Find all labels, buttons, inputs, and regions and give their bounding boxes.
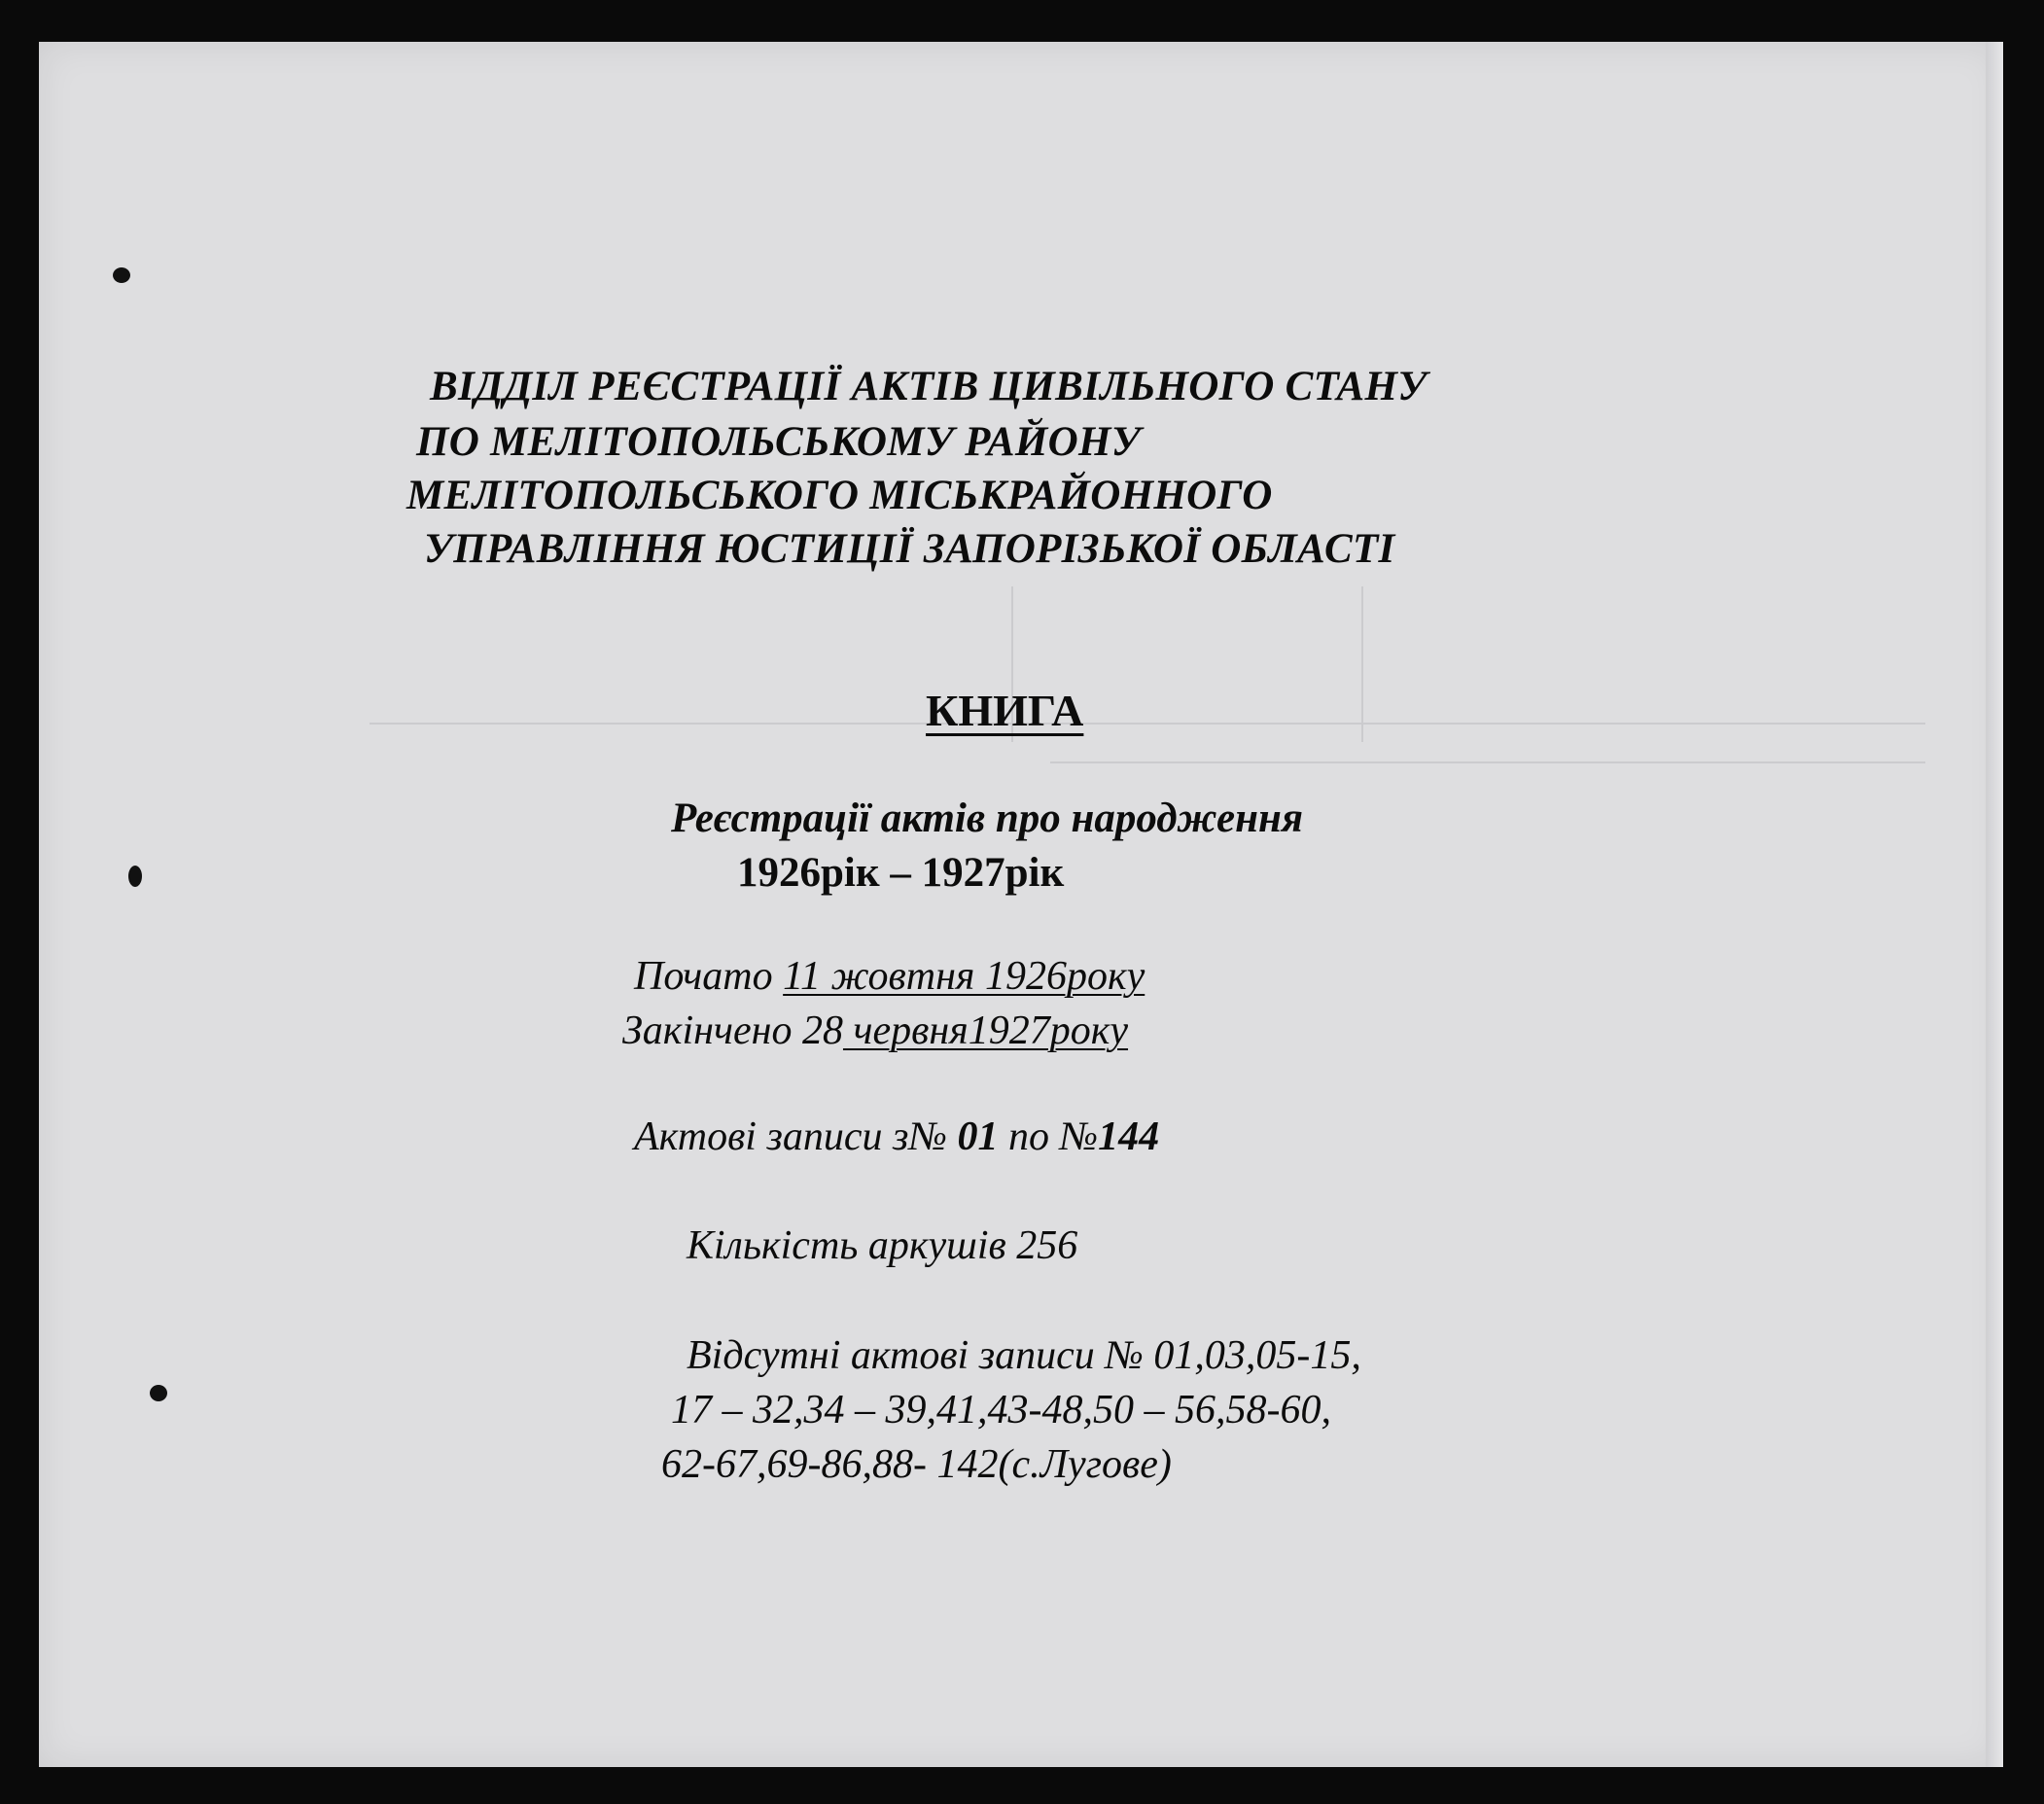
started-line bbox=[634, 953, 1145, 1000]
sheets-count: Кількість аркушів 256 bbox=[687, 1223, 1078, 1268]
bleed-through-line bbox=[370, 723, 1925, 725]
started-date: 11 жовтня 1926року bbox=[783, 954, 1145, 999]
sheet-edge bbox=[1986, 42, 2003, 1767]
header-line-4: УПРАВЛІННЯ ЮСТИЦІЇ ЗАПОРІЗЬКОЇ ОБЛАСТІ bbox=[424, 526, 1395, 572]
records-middle: по № bbox=[998, 1114, 1099, 1159]
book-years: 1926рік – 1927рік bbox=[737, 850, 1065, 896]
started-label: Почато bbox=[634, 954, 784, 999]
paper-sheet bbox=[39, 42, 2003, 1767]
records-to: 144 bbox=[1098, 1114, 1160, 1159]
book-subtitle: Реєстрації актів про народження bbox=[671, 796, 1303, 841]
punch-hole bbox=[128, 866, 142, 887]
records-range bbox=[634, 1114, 1159, 1160]
punch-hole bbox=[113, 267, 130, 283]
bleed-through-line bbox=[1050, 761, 1925, 763]
header-line-3: МЕЛІТОПОЛЬСЬКОГО МІСЬКРАЙОННОГО bbox=[406, 473, 1273, 518]
book-title: КНИГА bbox=[926, 686, 1084, 735]
punch-hole bbox=[150, 1385, 167, 1401]
finished-line bbox=[622, 1008, 1128, 1054]
finished-label: Закінчено 28 bbox=[622, 1008, 843, 1053]
header-line-1: ВІДДІЛ РЕЄСТРАЦІЇ АКТІВ ЦИВІЛЬНОГО СТАНУ bbox=[430, 364, 1427, 409]
records-label: Актові записи з№ bbox=[634, 1114, 958, 1159]
missing-records-line-1: Відсутні актові записи № 01,03,05-15, bbox=[687, 1333, 1361, 1378]
missing-records-line-3: 62-67,69-86,88- 142(с.Лугове) bbox=[661, 1442, 1172, 1487]
finished-date: червня1927року bbox=[842, 1008, 1129, 1053]
header-line-2: ПО МЕЛІТОПОЛЬСЬКОМУ РАЙОНУ bbox=[416, 419, 1141, 465]
records-from: 01 bbox=[957, 1114, 999, 1159]
bleed-through-line bbox=[1361, 586, 1363, 742]
missing-records-line-2: 17 – 32,34 – 39,41,43-48,50 – 56,58-60, bbox=[671, 1388, 1331, 1433]
